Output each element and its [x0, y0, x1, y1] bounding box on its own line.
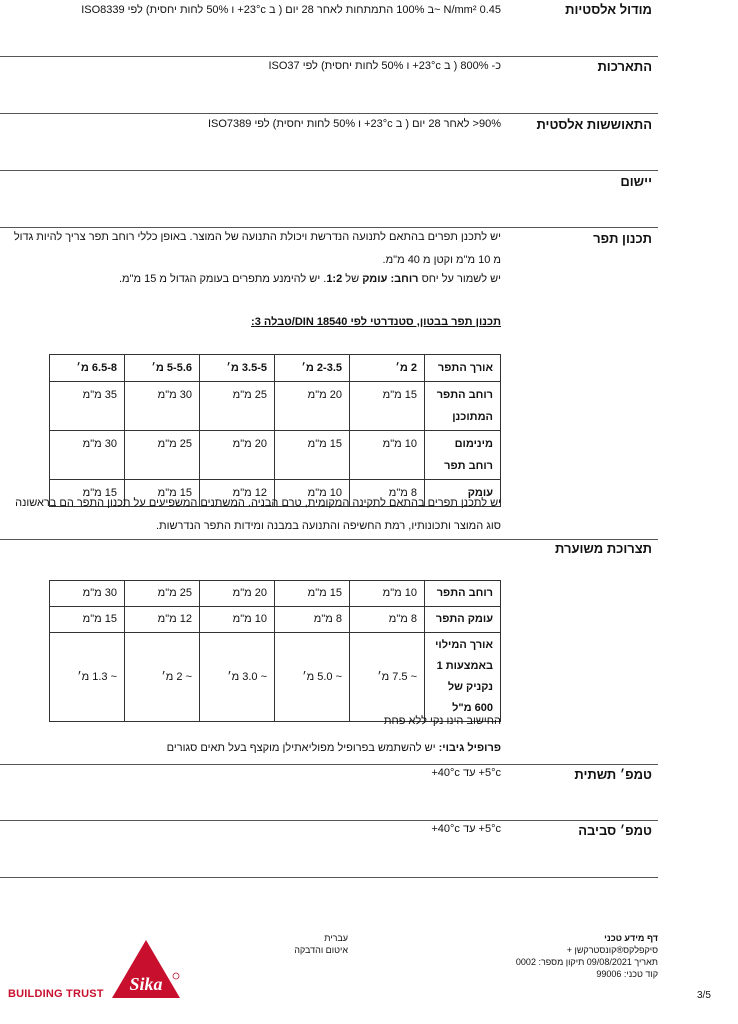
table-cell: 15 מ"מ	[275, 581, 350, 607]
table-cell: 8 מ"מ	[275, 607, 350, 633]
logo-text: Sika	[129, 974, 163, 994]
table-row-header: רוחב התפר המתוכנן	[425, 382, 501, 431]
table-cell: 15 מ"מ	[125, 480, 200, 507]
elastic-recovery-value: 90%< לאחר 28 יום ( ב 23°c+ ו 50% לחות יחסית) לפי ISO7389	[207, 118, 501, 130]
table-row	[50, 581, 501, 607]
table-cell: 20 מ"מ	[275, 382, 350, 431]
table-cell: ~ 7.5 מ׳	[350, 633, 425, 722]
elongation-label: התארכות	[597, 59, 652, 74]
footer-technical-code: קוד טכני: 99006	[596, 969, 658, 979]
ambient-temp-value: 5°c+ עד 40°c+	[431, 823, 501, 835]
section-divider	[0, 170, 658, 171]
section-divider	[0, 56, 658, 57]
table-cell: 20 מ"מ	[200, 581, 275, 607]
table-row	[50, 607, 501, 633]
table-cell: 20 מ"מ	[200, 431, 275, 480]
page-number: 3/5	[697, 990, 711, 1001]
section-divider	[0, 764, 658, 765]
backing-profile-text: יש להשתמש בפרופיל מפוליאתילן מוקצף בעל תאים סגורים	[166, 742, 439, 754]
table-row-header: רוחב התפר	[425, 581, 501, 607]
table-cell: 25 מ"מ	[125, 431, 200, 480]
consumption-table-body	[50, 581, 501, 722]
ratio-value: 1:2	[326, 273, 343, 285]
table-cell: 30 מ"מ	[125, 382, 200, 431]
joint-design-table	[49, 354, 501, 507]
joint-table-title: תכנון תפר בבטון, סטנדרטי לפי DIN 18540/טבלה 3:	[251, 316, 501, 328]
elastic-modulus-value: 0.45 N/mm² ~ב 100% התמתחות לאחר 28 יום ( ב 23°c+ ו 50% לחות יחסית) לפי ISO8339	[81, 4, 501, 16]
footer-date-revision: תאריך 09/08/2021 תיקון מספר: 0002	[515, 957, 658, 967]
table-cell: ~ 1.3 מ׳	[50, 633, 125, 722]
elongation-value: כ- 800% ( ב 23°c+ ו 50% לחות יחסית) לפי ISO37	[268, 60, 501, 72]
joint-design-table-body	[50, 355, 501, 507]
footer-category: איטום והדבקה	[294, 945, 348, 955]
joint-design-paragraph-1: יש לתכנן תפרים בהתאם לתנועה הנדרשת ויכולת התנועה של המוצר. באופן כללי רוחב תפר צריך להיות גדול מ 10 מ"מ וקטן מ 40 מ"מ.	[13, 231, 501, 266]
backing-profile-label: פרופיל גיבוי:	[438, 742, 501, 754]
table-cell: 12 מ"מ	[200, 480, 275, 507]
table-cell: 25 מ"מ	[125, 581, 200, 607]
ratio-text-c: . יש להימנע מתפרים בעומק הגדול מ 15 מ"מ.	[118, 273, 327, 285]
table-row	[50, 633, 501, 722]
elastic-recovery-label: התאוששות אלסטית	[536, 117, 652, 132]
table-cell: ~ 2 מ׳	[125, 633, 200, 722]
table-cell: ~ 5.0 מ׳	[275, 633, 350, 722]
table-row-header: עומק	[425, 480, 501, 507]
table-row	[50, 382, 501, 431]
table-row-header: אורך המילוי באמצעות 1 נקניק של 600 מ"ל	[425, 633, 501, 722]
joint-design-paragraph-3: יש לתכנן תפרים בהתאם לתקינה המקומית, טרם הבניה. המשתנים המשפיעים על תכנון התפר הם בראשונה סוג המוצר ותכונותיו, רמת החשיפה והתנועה במבנה ומידות התפר הנדרשות.	[15, 497, 501, 532]
joint-design-paragraph-2	[8, 268, 501, 291]
table-cell: 2-3.5 מ׳	[275, 355, 350, 382]
section-divider	[0, 113, 658, 114]
section-divider	[0, 820, 658, 821]
consumption-note: החישוב הינו נקי ללא פחת	[383, 715, 501, 727]
product-temp-value: 5°c+ עד 40°c+	[431, 767, 501, 779]
table-cell: 30 מ"מ	[50, 581, 125, 607]
ambient-temp-label: טמפ׳ סביבה	[578, 823, 652, 838]
table-cell: 10 מ"מ	[275, 480, 350, 507]
footer-doc-type: דף מידע טכני	[604, 933, 658, 943]
table-cell: 35 מ"מ	[50, 382, 125, 431]
ratio-text-a: יש לשמור על יחס	[418, 273, 501, 285]
table-cell: 10 מ"מ	[350, 581, 425, 607]
table-cell: 15 מ"מ	[50, 607, 125, 633]
sika-logo-icon	[110, 938, 182, 1000]
table-cell: 8 מ"מ	[350, 480, 425, 507]
footer-language-info	[294, 932, 348, 956]
elastic-modulus-label: מודול אלסטיות	[565, 2, 652, 17]
table-row	[50, 431, 501, 480]
table-cell: 5-5.6 מ׳	[125, 355, 200, 382]
table-cell: 12 מ"מ	[125, 607, 200, 633]
table-cell: 15 מ"מ	[50, 480, 125, 507]
table-row-header: מינימום רוחב תפר	[425, 431, 501, 480]
product-temp-label: טמפ׳ תשתית	[574, 767, 652, 782]
table-row-header: עומק התפר	[425, 607, 501, 633]
backing-profile-line	[8, 737, 501, 760]
table-cell: 2 מ׳	[350, 355, 425, 382]
table-cell: 8 מ"מ	[350, 607, 425, 633]
footer-product-name: סיקפלקס®קונסטרקשן +	[566, 945, 658, 955]
table-row-header: אורך התפר	[425, 355, 501, 382]
footer-product-info	[516, 932, 658, 980]
section-divider	[0, 539, 658, 540]
table-cell: 25 מ"מ	[200, 382, 275, 431]
table-cell: 10 מ"מ	[350, 431, 425, 480]
ratio-label: רוחב: עומק	[362, 273, 419, 285]
application-label: יישום	[620, 174, 652, 189]
joint-design-label: תכנון תפר	[593, 231, 652, 246]
section-divider	[0, 877, 658, 878]
brand-slogan: BUILDING TRUST	[8, 988, 104, 1000]
consumption-table	[49, 580, 501, 722]
table-cell: 15 מ"מ	[275, 431, 350, 480]
table-cell: 6.5-8 מ׳	[50, 355, 125, 382]
table-cell: 30 מ"מ	[50, 431, 125, 480]
table-cell: 15 מ"מ	[350, 382, 425, 431]
consumption-label: תצרוכת משוערת	[555, 541, 652, 556]
table-cell: 3.5-5 מ׳	[200, 355, 275, 382]
footer-language: עברית	[324, 933, 348, 943]
table-row	[50, 355, 501, 382]
ratio-text-b: של	[342, 273, 363, 285]
table-cell: ~ 3.0 מ׳	[200, 633, 275, 722]
table-cell: 10 מ"מ	[200, 607, 275, 633]
